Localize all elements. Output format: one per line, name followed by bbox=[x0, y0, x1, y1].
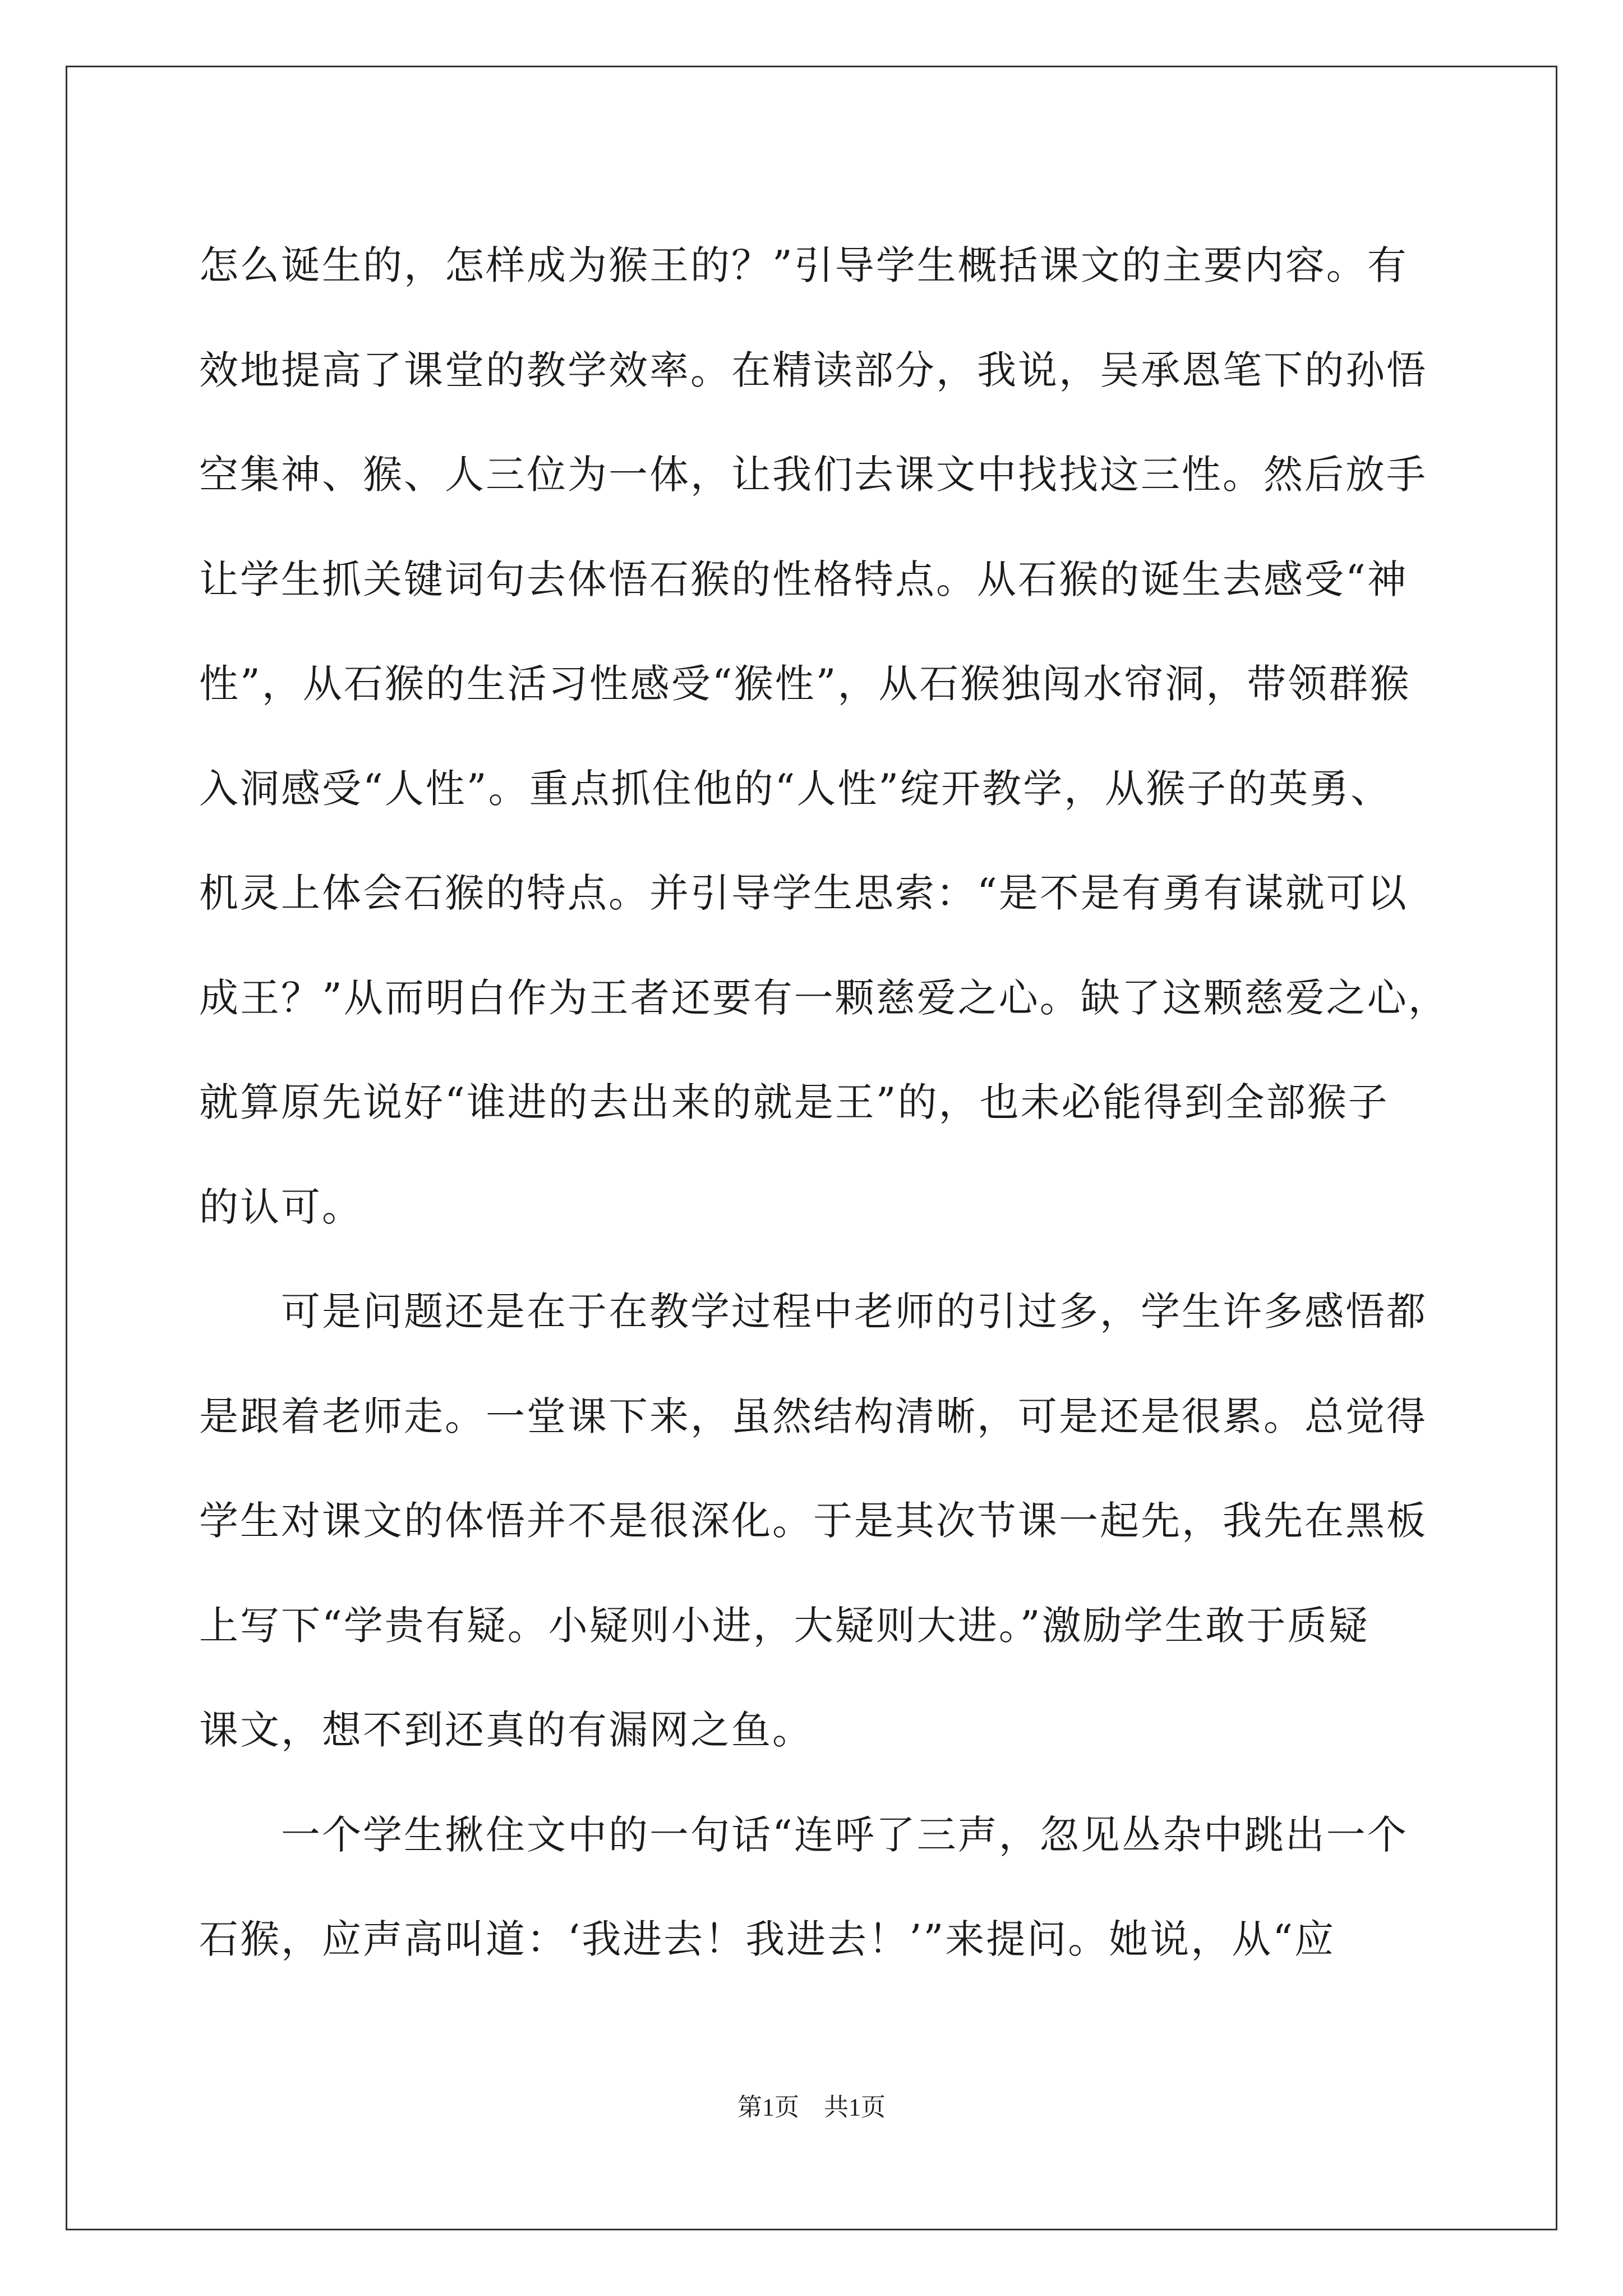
text-line: 怎么诞生的，怎样成为猴王的？”引导学生概括课文的主要内容。有 bbox=[199, 242, 1408, 288]
text-line: 空集神、猴、人三位为一体，让我们去课文中找找这三性。然后放手 bbox=[199, 452, 1427, 498]
text-line: 机灵上体会石猴的特点。并引导学生思索：“是不是有勇有谋就可以 bbox=[199, 870, 1408, 916]
text-line: 一个学生揪住文中的一句话“连呼了三声，忽见丛杂中跳出一个 bbox=[199, 1811, 1408, 1858]
text-line: 入洞感受“人性”。重点抓住他的“人性”绽开教学，从猴子的英勇、 bbox=[199, 765, 1392, 812]
text-line: 上写下“学贵有疑。小疑则小进，大疑则大进。”激励学生敢于质疑 bbox=[199, 1602, 1370, 1649]
text-line: 就算原先说好“谁进的去出来的就是王”的，也未必能得到全部猴子 bbox=[199, 1079, 1389, 1125]
text-line: 让学生抓关键词句去体悟石猴的性格特点。从石猴的诞生去感受“神 bbox=[199, 556, 1408, 602]
paragraph-1 bbox=[199, 213, 1449, 1259]
page-number-footer: 第1页 共1页 bbox=[737, 2093, 886, 2121]
text-line: 可是问题还是在于在教学过程中老师的引过多，学生许多感悟都 bbox=[199, 1289, 1427, 1335]
paragraph-2 bbox=[199, 1259, 1433, 1783]
text-line: 课文，想不到还真的有漏网之鱼。 bbox=[199, 1707, 813, 1753]
text-line: 是跟着老师走。一堂课下来，虽然结构清晰，可是还是很累。总觉得 bbox=[199, 1393, 1427, 1439]
paragraph-3 bbox=[199, 1783, 1433, 1992]
text-line: 成王？”从而明白作为王者还要有一颗慈爱之心。缺了这颗慈爱之心， bbox=[199, 974, 1449, 1021]
text-line: 的认可。 bbox=[199, 1184, 363, 1230]
text-line: 效地提高了课堂的教学效率。在精读部分，我说，吴承恩笔下的孙悟 bbox=[199, 347, 1427, 393]
document-body bbox=[199, 213, 1449, 1992]
text-line: 石猴，应声高叫道：‘我进去！我进去！’”来提问。她说，从“应 bbox=[199, 1916, 1336, 1962]
text-line: 性”，从石猴的生活习性感受“猴性”，从石猴独闯水帘洞，带领群猴 bbox=[199, 661, 1411, 707]
text-line: 学生对课文的体悟并不是很深化。于是其次节课一起先，我先在黑板 bbox=[199, 1498, 1427, 1544]
